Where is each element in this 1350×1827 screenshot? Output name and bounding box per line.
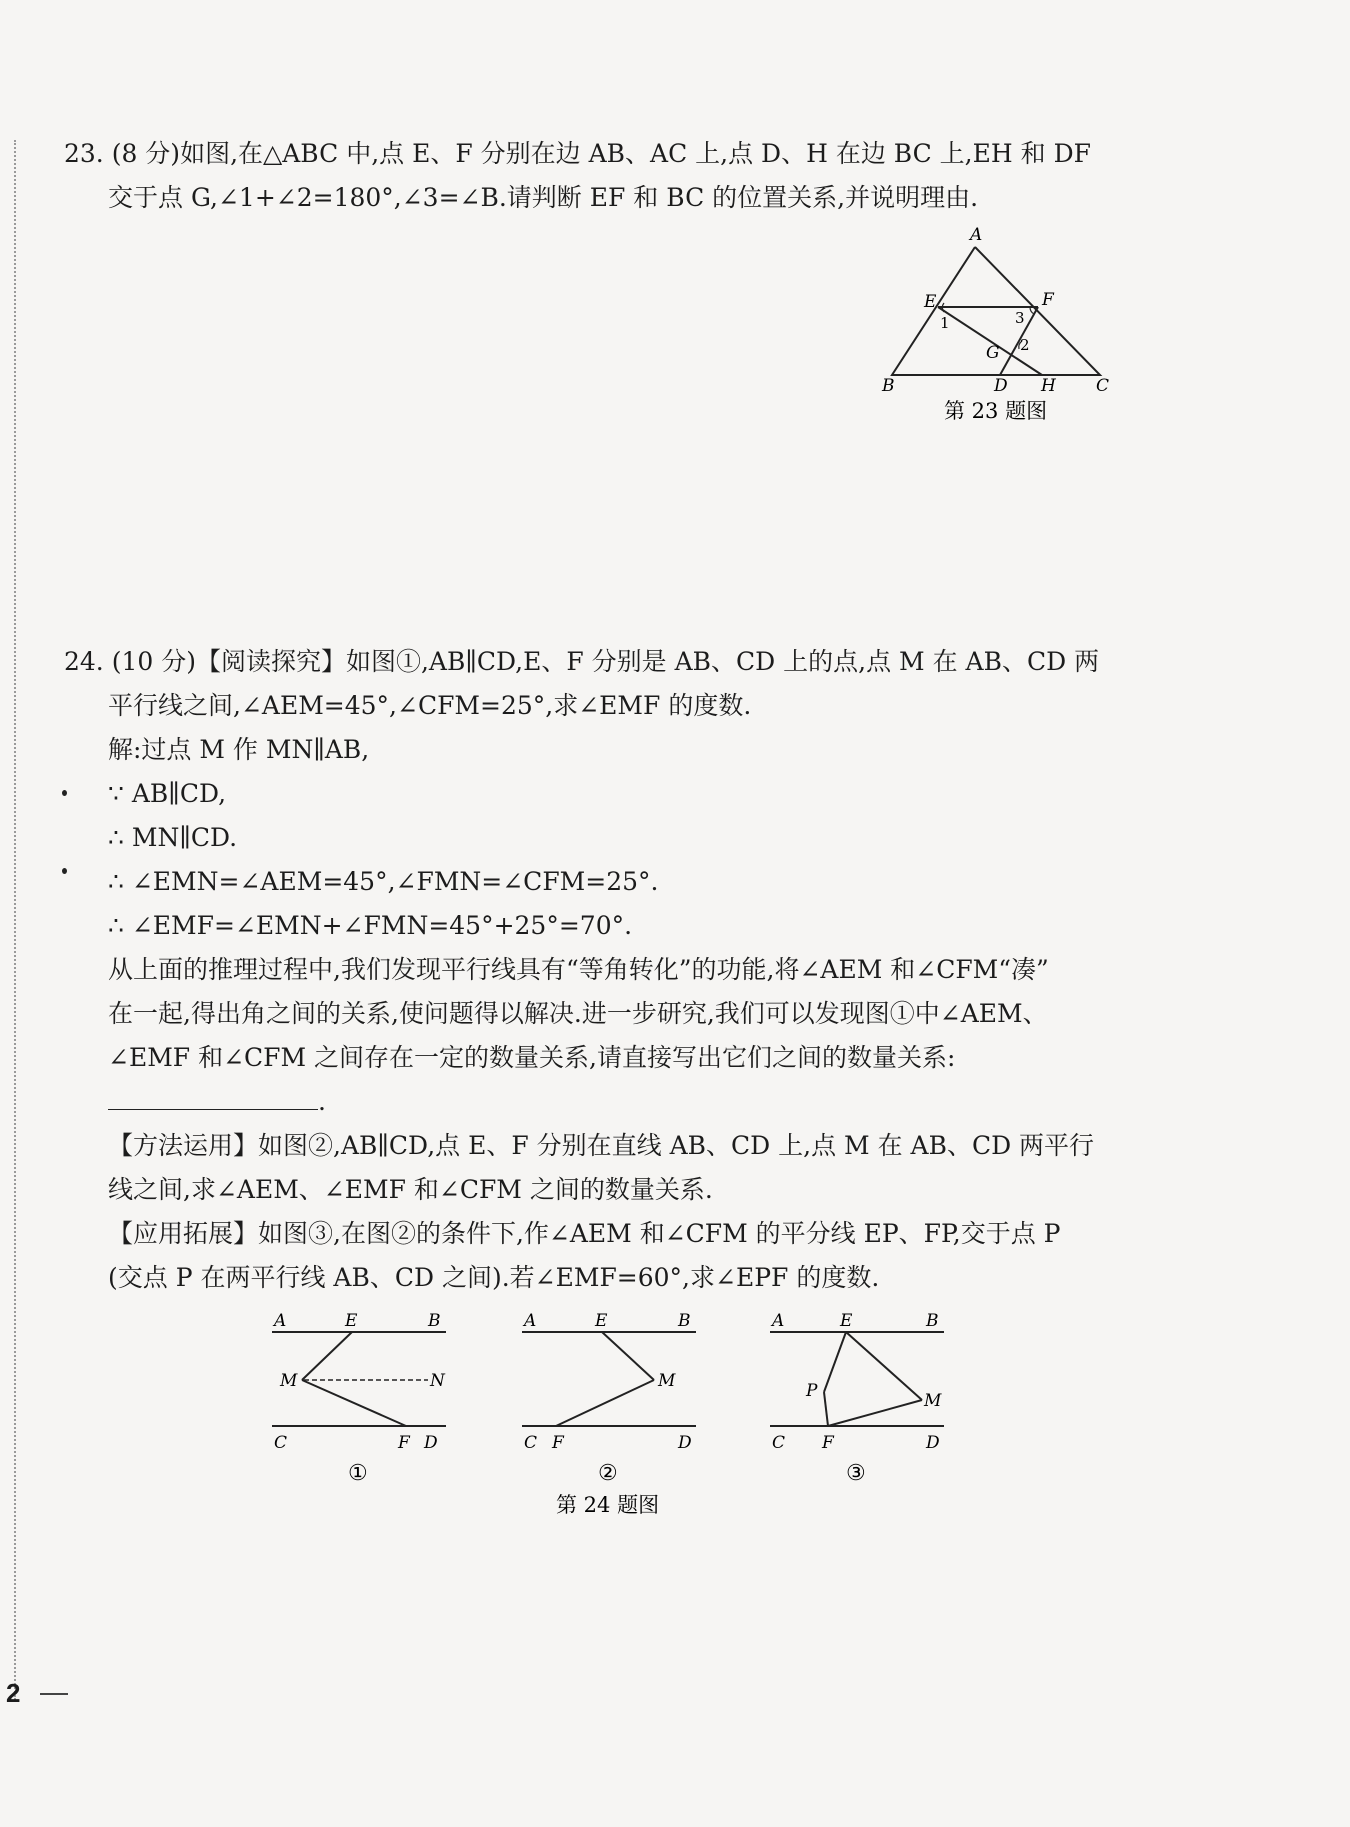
q23-label-b: B — [882, 376, 895, 396]
q23-label-e: E — [924, 292, 937, 312]
fig3-segment-mf — [828, 1400, 922, 1426]
fig1-label-e: E — [345, 1311, 358, 1331]
q23-figure — [870, 225, 1120, 425]
fig3-label-e: E — [840, 1311, 853, 1331]
q24-method-line-1: 【方法运用】如图②,AB∥CD,点 E、F 分别在直线 AB、CD 上,点 M 在 AB、CD 两平行 — [108, 1131, 1095, 1160]
q23-label-c: C — [1096, 376, 1110, 396]
q23-label-a: A — [970, 225, 983, 245]
q24-paragraph-line-2: 在一起,得出角之间的关系,使问题得以解决.进一步研究,我们可以发现图①中∠AEM、 — [108, 999, 1048, 1028]
fig3-label-a: A — [772, 1311, 785, 1331]
fig3-label-c: C — [772, 1433, 786, 1453]
fig3-label-p: P — [806, 1381, 818, 1401]
fig1-label-n: N — [430, 1371, 445, 1391]
fig3-label-f: F — [822, 1433, 834, 1453]
q24-figure-1 — [272, 1311, 446, 1486]
fig1-label-c: C — [274, 1433, 288, 1453]
q23-angle-2-label: 2 — [1020, 336, 1030, 354]
fig2-label-d: D — [678, 1433, 692, 1453]
q24-solution-line-4: ∴ ∠EMN=∠AEM=45°,∠FMN=∠CFM=25°. — [108, 867, 659, 896]
q24-method-line-2: 线之间,求∠AEM、∠EMF 和∠CFM 之间的数量关系. — [108, 1175, 713, 1204]
fig1-segment-mf — [302, 1380, 406, 1426]
q23-label-f: F — [1042, 290, 1054, 310]
fig3-number: ③ — [846, 1461, 866, 1486]
fig3-segment-ep — [824, 1332, 846, 1392]
fig1-label-f: F — [398, 1433, 410, 1453]
fig3-label-m: M — [924, 1391, 942, 1411]
q23-label-g: G — [986, 343, 1000, 363]
fig1-label-a: A — [274, 1311, 287, 1331]
fig3-label-d: D — [926, 1433, 940, 1453]
q24-extension-line-1: 【应用拓展】如图③,在图②的条件下,作∠AEM 和∠CFM 的平分线 EP、FP,交于点 P — [108, 1219, 1061, 1248]
answer-blank[interactable] — [108, 1083, 318, 1110]
q23-label-d: D — [994, 376, 1008, 396]
fig1-label-d: D — [424, 1433, 438, 1453]
fig2-label-e: E — [595, 1311, 608, 1331]
fig2-number: ② — [598, 1461, 618, 1486]
fig3-segment-em — [846, 1332, 922, 1400]
q24-figures — [260, 1308, 960, 1518]
fig1-label-b: B — [428, 1311, 441, 1331]
fig1-segment-em — [302, 1332, 352, 1380]
q23-line-2: 交于点 G,∠1+∠2=180°,∠3=∠B.请判断 EF 和 BC 的位置关系,并说明理由. — [108, 183, 979, 212]
question-24 — [64, 640, 1124, 1300]
q24-solution-line-1: 解:过点 M 作 MN∥AB, — [108, 735, 370, 764]
q24-figure-3 — [770, 1311, 944, 1486]
q24-figure-caption: 第 24 题图 — [556, 1493, 660, 1517]
q24-solution-line-2: ∵ AB∥CD, — [108, 779, 227, 808]
q23-figure-caption: 第 23 题图 — [944, 399, 1048, 423]
fig2-label-b: B — [678, 1311, 691, 1331]
fig3-label-b: B — [926, 1311, 939, 1331]
margin-mark — [62, 868, 67, 874]
q24-paragraph-line-1: 从上面的推理过程中,我们发现平行线具有“等角转化”的功能,将∠AEM 和∠CFM“凑” — [108, 955, 1049, 984]
q23-line-1: 23. (8 分)如图,在△ABC 中,点 E、F 分别在边 AB、AC 上,点 D、H 在边 BC 上,EH 和 DF — [64, 139, 1091, 168]
q24-solution-line-3: ∴ MN∥CD. — [108, 823, 238, 852]
q23-angle-3-label: 3 — [1015, 309, 1025, 327]
binding-margin-line — [14, 140, 16, 1700]
fig2-segment-em — [602, 1332, 654, 1380]
q24-answer-line — [64, 1080, 1124, 1124]
fig2-label-f: F — [552, 1433, 564, 1453]
q23-angle-1-label: 1 — [940, 314, 950, 332]
question-23 — [64, 132, 1124, 220]
q23-label-h: H — [1041, 376, 1056, 396]
q24-line-2: 平行线之间,∠AEM=45°,∠CFM=25°,求∠EMF 的度数. — [108, 691, 752, 720]
page-number: 2 — [6, 1678, 21, 1708]
fig2-label-m: M — [658, 1371, 676, 1391]
q24-line-1: 24. (10 分)【阅读探究】如图①,AB∥CD,E、F 分别是 AB、CD 上的点,点 M 在 AB、CD 两 — [64, 647, 1100, 676]
fig3-segment-pf — [824, 1392, 828, 1426]
fig2-segment-mf — [556, 1380, 654, 1426]
fig1-number: ① — [348, 1461, 368, 1486]
page-number-dash — [40, 1693, 68, 1695]
fig2-label-a: A — [524, 1311, 537, 1331]
margin-mark — [62, 790, 67, 796]
answer-blank-period: . — [318, 1087, 326, 1116]
q24-extension-line-2: (交点 P 在两平行线 AB、CD 之间).若∠EMF=60°,求∠EPF 的度数. — [108, 1263, 880, 1292]
q24-solution-line-5: ∴ ∠EMF=∠EMN+∠FMN=45°+25°=70°. — [108, 911, 633, 940]
q24-figure-2 — [522, 1311, 696, 1486]
q24-paragraph-line-3: ∠EMF 和∠CFM 之间存在一定的数量关系,请直接写出它们之间的数量关系: — [108, 1043, 956, 1072]
fig1-label-m: M — [280, 1371, 298, 1391]
fig2-label-c: C — [524, 1433, 538, 1453]
